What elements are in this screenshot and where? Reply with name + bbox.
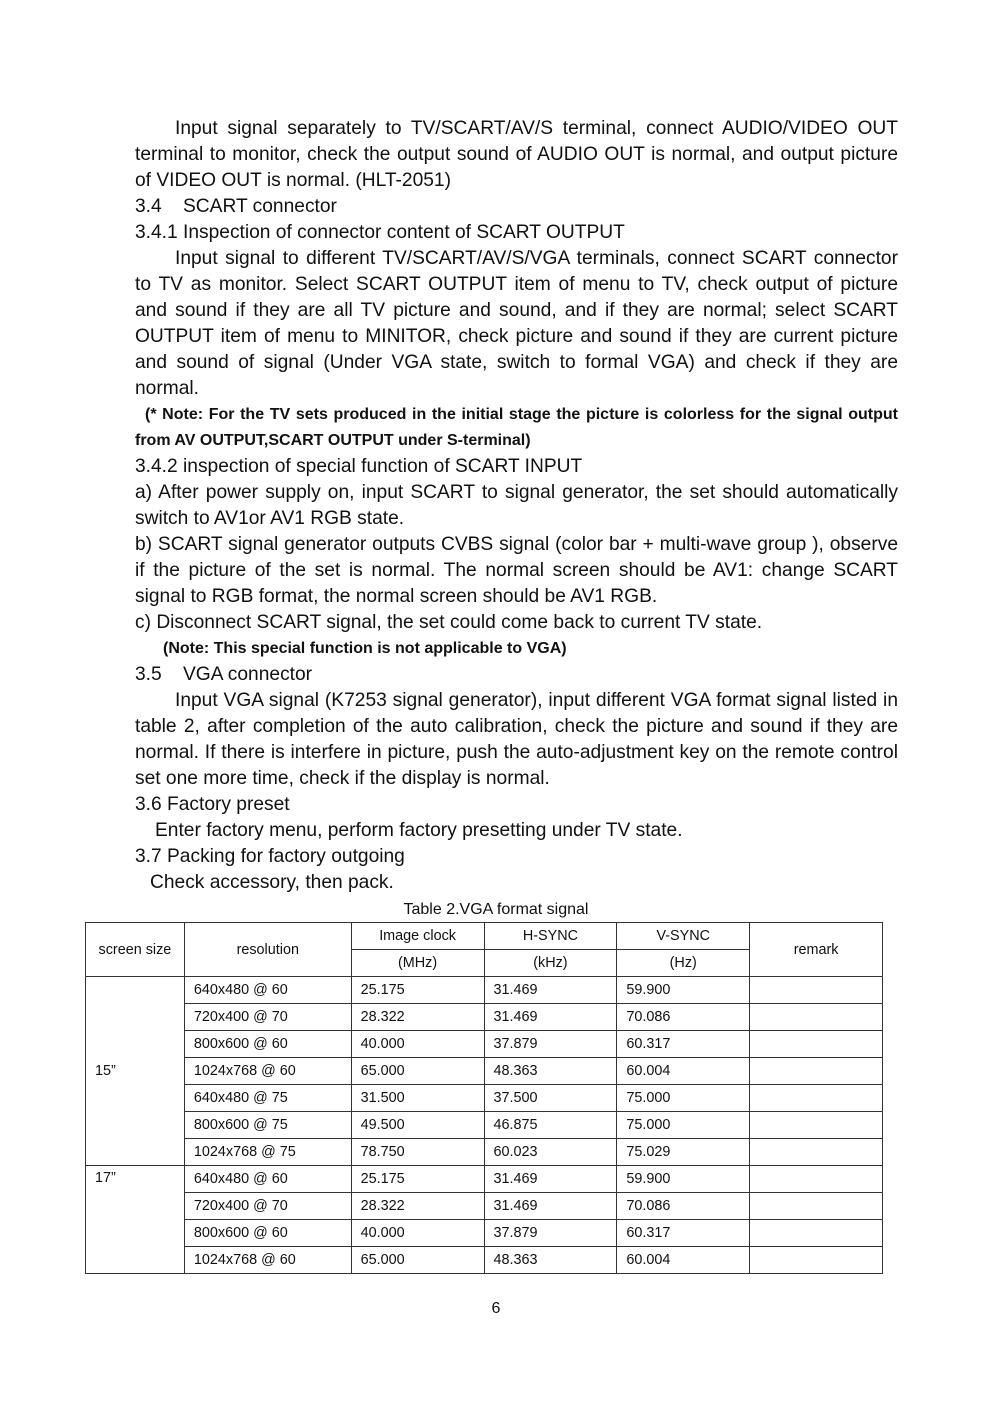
resolution-cell: 720x400 @ 70 <box>184 1193 351 1220</box>
header-remark: remark <box>750 923 883 977</box>
resolution-cell: 800x600 @ 60 <box>184 1220 351 1247</box>
table-row <box>86 1166 883 1193</box>
remark-cell <box>750 1004 883 1031</box>
screen-size-cell: 17” <box>86 1166 185 1274</box>
header-hsync: H-SYNC <box>484 923 617 950</box>
table-row <box>86 977 883 1004</box>
table-row <box>86 1085 883 1112</box>
vsync-cell: 60.004 <box>617 1247 750 1274</box>
section-heading-3-5: 3.5 VGA connector <box>135 664 313 685</box>
subsection-heading-3-4-2: 3.4.2 inspection of special function of SCART INPUT <box>135 456 583 477</box>
subsection-heading-3-4-1: 3.4.1 Inspection of connector content of SCART OUTPUT <box>135 222 625 243</box>
hsync-cell: 48.363 <box>484 1058 617 1085</box>
table-row <box>86 1247 883 1274</box>
paragraph-factory-preset: Enter factory menu, perform factory presetting under TV state. <box>155 820 683 841</box>
page-number: 6 <box>491 1300 501 1317</box>
remark-cell <box>750 1193 883 1220</box>
image-clock-cell: 28.322 <box>351 1193 484 1220</box>
image-clock-cell: 25.175 <box>351 1166 484 1193</box>
vsync-cell: 60.004 <box>617 1058 750 1085</box>
image-clock-cell: 65.000 <box>351 1058 484 1085</box>
header-resolution: resolution <box>184 923 351 977</box>
hsync-cell: 31.469 <box>484 1004 617 1031</box>
vsync-cell: 75.000 <box>617 1085 750 1112</box>
image-clock-cell: 65.000 <box>351 1247 484 1274</box>
screen-size-cell: 15” <box>86 977 185 1166</box>
paragraph-av-output: Input signal separately to TV/SCART/AV/S terminal, connect AUDIO/VIDEO OUT terminal to monitor, check the output sound of AUDIO OUT is normal, and output picture of VIDEO OUT is normal. (HLT-2051) <box>135 118 898 191</box>
resolution-cell: 800x600 @ 75 <box>184 1112 351 1139</box>
vsync-cell: 60.317 <box>617 1220 750 1247</box>
resolution-cell: 640x480 @ 75 <box>184 1085 351 1112</box>
resolution-cell: 1024x768 @ 60 <box>184 1058 351 1085</box>
resolution-cell: 1024x768 @ 60 <box>184 1247 351 1274</box>
paragraph-vga: Input VGA signal (K7253 signal generator), input different VGA format signal listed in table 2, after completion of the auto calibration, check the picture and sound if they are normal. If there is interfere in picture, push the auto-adjustment key on the remote control set one more time, check if the display is normal. <box>135 690 898 789</box>
remark-cell <box>750 1031 883 1058</box>
header-image-clock-unit: (MHz) <box>351 950 484 977</box>
image-clock-cell: 40.000 <box>351 1220 484 1247</box>
paragraph-scart-output: Input signal to different TV/SCART/AV/S/VGA terminals, connect SCART connector to TV as monitor. Select SCART OUTPUT item of menu to TV, check output of picture and sound if they are all TV picture and sound, and if they are normal; select SCART OUTPUT item of menu to MINITOR, check picture and sound if they are current picture and sound of signal (Under VGA state, switch to formal VGA) and check if they are normal. <box>135 248 898 399</box>
paragraph-item-c: c) Disconnect SCART signal, the set could come back to current TV state. <box>135 612 763 633</box>
table-row <box>86 1220 883 1247</box>
table-header-row <box>86 923 883 950</box>
table-row <box>86 1004 883 1031</box>
paragraph-item-a: a) After power supply on, input SCART to signal generator, the set should automatically switch to AV1or AV1 RGB state. <box>135 482 898 529</box>
resolution-cell: 640x480 @ 60 <box>184 977 351 1004</box>
vsync-cell: 75.029 <box>617 1139 750 1166</box>
table-row <box>86 1031 883 1058</box>
paragraph-item-b: b) SCART signal generator outputs CVBS signal (color bar + multi-wave group ), observe if the picture of the set is normal. The normal screen should be AV1: change SCART signal to RGB format, the normal screen should be AV1 RGB. <box>135 534 898 607</box>
remark-cell <box>750 1166 883 1193</box>
hsync-cell: 37.879 <box>484 1031 617 1058</box>
hsync-cell: 31.469 <box>484 1193 617 1220</box>
table-caption: Table 2.VGA format signal <box>403 901 589 918</box>
section-heading-3-6: 3.6 Factory preset <box>135 794 290 815</box>
note-not-applicable: (Note: This special function is not applicable to VGA) <box>163 640 567 657</box>
vsync-cell: 60.317 <box>617 1031 750 1058</box>
image-clock-cell: 40.000 <box>351 1031 484 1058</box>
hsync-cell: 31.469 <box>484 1166 617 1193</box>
note-colorless: (* Note: For the TV sets produced in the initial stage the picture is colorless for the signal output from AV OUTPUT,SCART OUTPUT under S-terminal) <box>135 406 898 449</box>
table-row <box>86 1058 883 1085</box>
section-heading-3-4: 3.4 SCART connector <box>135 196 337 217</box>
hsync-cell: 31.469 <box>484 977 617 1004</box>
resolution-cell: 640x480 @ 60 <box>184 1166 351 1193</box>
hsync-cell: 48.363 <box>484 1247 617 1274</box>
remark-cell <box>750 1247 883 1274</box>
vsync-cell: 75.000 <box>617 1112 750 1139</box>
header-image-clock: Image clock <box>351 923 484 950</box>
hsync-cell: 37.500 <box>484 1085 617 1112</box>
header-hsync-unit: (kHz) <box>484 950 617 977</box>
hsync-cell: 60.023 <box>484 1139 617 1166</box>
remark-cell <box>750 1139 883 1166</box>
remark-cell <box>750 977 883 1004</box>
table-row <box>86 1112 883 1139</box>
paragraph-packing: Check accessory, then pack. <box>150 872 394 893</box>
body-text <box>135 116 898 896</box>
table-row <box>86 1139 883 1166</box>
vsync-cell: 59.900 <box>617 1166 750 1193</box>
vsync-cell: 59.900 <box>617 977 750 1004</box>
resolution-cell: 1024x768 @ 75 <box>184 1139 351 1166</box>
remark-cell <box>750 1058 883 1085</box>
resolution-cell: 720x400 @ 70 <box>184 1004 351 1031</box>
header-vsync-unit: (Hz) <box>617 950 750 977</box>
image-clock-cell: 78.750 <box>351 1139 484 1166</box>
header-vsync: V-SYNC <box>617 923 750 950</box>
table-row <box>86 1193 883 1220</box>
resolution-cell: 800x600 @ 60 <box>184 1031 351 1058</box>
image-clock-cell: 28.322 <box>351 1004 484 1031</box>
image-clock-cell: 49.500 <box>351 1112 484 1139</box>
image-clock-cell: 31.500 <box>351 1085 484 1112</box>
remark-cell <box>750 1085 883 1112</box>
image-clock-cell: 25.175 <box>351 977 484 1004</box>
hsync-cell: 37.879 <box>484 1220 617 1247</box>
vga-format-table <box>85 922 883 1274</box>
hsync-cell: 46.875 <box>484 1112 617 1139</box>
vsync-cell: 70.086 <box>617 1193 750 1220</box>
remark-cell <box>750 1112 883 1139</box>
section-heading-3-7: 3.7 Packing for factory outgoing <box>135 846 405 867</box>
header-screen-size: screen size <box>86 923 185 977</box>
remark-cell <box>750 1220 883 1247</box>
vsync-cell: 70.086 <box>617 1004 750 1031</box>
